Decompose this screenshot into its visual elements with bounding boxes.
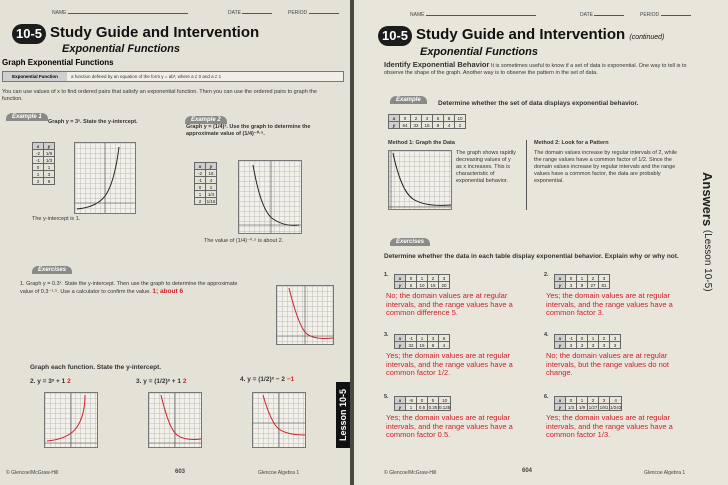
period-label: PERIOD: [288, 10, 339, 16]
table-cell: x: [555, 335, 566, 342]
table-cell: 0.125: [439, 404, 451, 410]
lesson-badge: 10-5: [12, 24, 46, 44]
table-cell: 0: [577, 335, 588, 342]
table-cell: 3: [588, 342, 599, 349]
table-cell: 0: [195, 184, 206, 191]
date-label: DATE: [228, 10, 272, 16]
footer-copyright-right: © Glencoe/McGraw-Hill: [384, 470, 437, 476]
table-cell: 5: [439, 335, 450, 342]
date-label-right: DATE: [580, 12, 624, 18]
table-cell: y: [389, 122, 400, 129]
table-cell: -1: [195, 177, 206, 184]
table-row: [195, 184, 217, 191]
problem-table: [554, 274, 610, 289]
period-label-right: PERIOD: [640, 12, 691, 18]
table-cell: -1: [406, 335, 417, 342]
table-cell: x: [555, 275, 566, 282]
table-row: [395, 335, 450, 342]
table-cell: 1: [33, 171, 44, 178]
table-row: [395, 275, 450, 282]
method2-title: Method 2: Look for a Pattern: [534, 140, 609, 146]
table-cell: 9: [44, 178, 55, 185]
table-cell: 1: [417, 275, 428, 282]
continued-label: (continued): [629, 34, 665, 41]
left-page: [0, 0, 350, 485]
answers-side-label: Answers (Lesson 10-5): [700, 172, 715, 292]
table-cell: 0: [566, 275, 577, 282]
table-cell: 64: [400, 122, 411, 129]
table-cell: 1/9: [44, 150, 55, 157]
table-row: [555, 404, 622, 411]
problem-table: [554, 334, 621, 349]
table-row: [389, 122, 466, 129]
problem-number: 6.: [544, 394, 549, 400]
table-cell: -1: [566, 335, 577, 342]
definition-label: Exponential Function: [3, 72, 67, 81]
right-page: [354, 0, 728, 485]
page-number-right: 604: [522, 468, 533, 474]
table-cell: x: [389, 115, 400, 122]
example-tab-right: Example: [390, 96, 427, 104]
table-cell: 27: [588, 282, 599, 289]
table-cell: x: [195, 163, 206, 170]
table-cell: 0: [566, 397, 577, 404]
table-cell: 0: [400, 115, 411, 122]
table-cell: y: [555, 342, 566, 349]
table-cell: 81: [599, 282, 610, 289]
table-cell: 0.5: [417, 404, 428, 411]
name-label-right: NAME: [410, 12, 536, 18]
table-cell: 3: [599, 275, 610, 282]
page-number: 603: [175, 469, 186, 475]
table-cell: 15: [428, 282, 439, 289]
table-cell: 0: [417, 397, 428, 404]
table-cell: 2: [588, 275, 599, 282]
footer-book: Glencoe Algebra 1: [258, 470, 300, 476]
problem-number: 1.: [384, 272, 389, 278]
table-cell: 20: [439, 282, 450, 289]
table-cell: 1: [44, 164, 55, 171]
table-cell: 1/27: [588, 404, 598, 410]
problem-answer: Yes; the domain values are at regular intervals, and the range values have a common factor 1/2.: [386, 351, 513, 377]
table-cell: 1: [206, 184, 217, 191]
table-row: [195, 191, 217, 198]
table-cell: 4: [439, 342, 450, 349]
table-cell: y: [44, 143, 55, 150]
footer-book-right: Glencoe Algebra 1: [644, 470, 686, 476]
answer-4: −1: [286, 376, 295, 383]
table-cell: 2: [599, 335, 610, 342]
table-cell: 10: [439, 397, 451, 404]
lesson-side-tab: Lesson 10-5: [336, 382, 350, 448]
table-cell: 16: [417, 342, 428, 349]
table-cell: 1: [577, 275, 588, 282]
example2-text: Graph y = (1/4)ˣ. Use the graph to determine the approximate value of (1/4)⁻⁰·⁵.: [186, 124, 311, 137]
table-cell: 0: [406, 275, 417, 282]
table-row: [555, 342, 621, 349]
answer-1: 1; about 6: [152, 288, 184, 295]
problem-number: 3.: [384, 332, 389, 338]
page-subtitle-right: Exponential Functions: [420, 46, 538, 58]
name-label: NAME: [52, 10, 188, 16]
table-cell: 3: [44, 171, 55, 178]
table-row: [555, 335, 621, 342]
table-cell: 4: [206, 177, 217, 184]
table-cell: 3: [610, 335, 621, 342]
question4-graph: [252, 392, 306, 448]
table-cell: 3: [599, 342, 610, 349]
table-row: [33, 171, 55, 178]
table-cell: 1/4: [206, 191, 217, 198]
page-title-right: Study Guide and Intervention (continued): [416, 26, 665, 43]
table-cell: 3: [577, 342, 588, 349]
method1-text: The graph shows rapidly decreasing values of y as x increases. This is characteristic of exponential behavior.: [456, 150, 516, 184]
table-cell: 8: [428, 342, 439, 349]
problem-answer: Yes; the domain values are at regular intervals, and the range values have a common factor 3.: [546, 291, 673, 317]
table-cell: 1/16: [206, 198, 216, 204]
table-cell: 5: [428, 397, 439, 404]
problem-number: 4.: [544, 332, 549, 338]
example1-text: Graph y = 3ˣ. State the y-intercept.: [48, 119, 138, 125]
problem-number: 2.: [544, 272, 549, 278]
table-cell: 16: [206, 170, 217, 177]
table-cell: 0.25: [428, 404, 438, 410]
table-cell: 2: [195, 198, 206, 205]
table-cell: -1: [33, 157, 44, 164]
graph-each-heading: Graph each function. State the y-intercept.: [30, 364, 162, 371]
table-row: [395, 397, 451, 404]
table-cell: 1/3: [44, 157, 55, 164]
problem-table: [394, 334, 450, 349]
table-cell: 8: [444, 115, 455, 122]
example2-graph: [238, 160, 302, 234]
table-cell: x: [395, 275, 406, 282]
problem-table: [394, 274, 450, 289]
problem-answer: No; the domain values are at regular intervals, but the range values do not change.: [546, 351, 669, 377]
table-row: [555, 282, 610, 289]
table-cell: 9: [577, 282, 588, 289]
problem-answer: No; the domain values are at regular intervals, and the range values have a common difference 5.: [386, 291, 513, 317]
answers-lesson: (Lesson 10-5): [702, 229, 713, 292]
table-cell: 32: [406, 342, 417, 349]
method2-text: The domain values increase by regular intervals of 2, while the range values have a common factor of 1/2. Since the domain values increase by regular intervals and the range values have a common factor, the data are probably exponential.: [534, 150, 678, 184]
table-row: [395, 342, 450, 349]
problem-answer: Yes; the domain values are at regular intervals, and the range values have a common factor 0.5.: [386, 413, 513, 439]
table-row: [195, 198, 217, 205]
answer-3: 2: [182, 378, 187, 385]
table-cell: x: [395, 335, 406, 342]
table-cell: 4: [444, 122, 455, 129]
table-cell: 8: [433, 122, 444, 129]
method1-graph: [388, 150, 452, 210]
table-row: [195, 163, 217, 170]
table-cell: 1/3: [566, 404, 577, 411]
example2-answer: The value of (1/4)⁻⁰·⁵ is about 2.: [204, 238, 284, 244]
table-cell: 2: [411, 115, 422, 122]
table-cell: 3: [428, 335, 439, 342]
table-row: [395, 282, 450, 289]
table-cell: 3: [610, 342, 621, 349]
table-cell: 4: [610, 397, 622, 404]
question1-graph: [276, 285, 334, 345]
table-cell: 2: [33, 178, 44, 185]
table-row: [195, 177, 217, 184]
question-1: 1. Graph y = 0.3ˣ. State the y-intercept. Then use the graph to determine the approximate value of 0.3⁻¹·⁵. Use a calculator to confirm the value. 1; about 6: [20, 281, 238, 295]
example2-tab: Example 2: [185, 116, 227, 124]
table-row: [33, 143, 55, 150]
problem-answer: Yes; the domain values are at regular intervals, and the range values have a common factor 1/3.: [546, 413, 673, 439]
table-row: [33, 150, 55, 157]
table-row: [389, 115, 466, 122]
definition-box: [2, 71, 344, 82]
section-heading-right: Identify Exponential Behavior: [384, 60, 490, 69]
table-cell: 5: [406, 282, 417, 289]
table-row: [555, 397, 622, 404]
table-row: [33, 164, 55, 171]
example2-table: [194, 162, 217, 205]
table-cell: y: [395, 342, 406, 349]
question-3: 3. y = (1/2)ˣ + 1 2: [136, 378, 187, 385]
table-cell: 1/9: [577, 404, 588, 411]
table-cell: 10: [455, 115, 466, 122]
table-cell: 1: [417, 335, 428, 342]
table-cell: 1/243: [610, 404, 622, 410]
table-cell: y: [395, 282, 406, 289]
method-divider: [526, 140, 527, 210]
example1-graph: [74, 142, 136, 214]
table-cell: 6: [433, 115, 444, 122]
table-row: [555, 275, 610, 282]
problem-number: 5.: [384, 394, 389, 400]
question2-graph: [44, 392, 98, 448]
table-cell: -2: [33, 150, 44, 157]
table-cell: x: [33, 143, 44, 150]
table-row: [33, 157, 55, 164]
exercises-tab: Exercises: [32, 266, 72, 274]
table-cell: 10: [417, 282, 428, 289]
table-cell: 16: [422, 122, 433, 129]
method1-title: Method 1: Graph the Data: [388, 140, 455, 146]
answer-2: 2: [67, 378, 71, 385]
table-cell: 2: [588, 397, 599, 404]
table-cell: y: [555, 404, 566, 411]
table-cell: 1: [406, 404, 417, 411]
table-cell: 1: [195, 191, 206, 198]
problem-table: [394, 396, 451, 411]
example1-tab: Example 1: [6, 113, 48, 121]
table-cell: y: [395, 404, 406, 411]
exercises-instructions: Determine whether the data in each table display exponential behavior. Explain why or why not.: [384, 253, 679, 260]
question-2: 2. y = 3ˣ + 1 2: [30, 378, 71, 385]
table-cell: x: [555, 397, 566, 404]
table-cell: 1/81: [599, 404, 609, 410]
example-text-right: Determine whether the set of data displays exponential behavior.: [438, 100, 639, 107]
table-cell: -5: [406, 397, 417, 404]
table-cell: y: [555, 282, 566, 289]
table-cell: 4: [422, 115, 433, 122]
table-cell: 2: [428, 275, 439, 282]
table-cell: 3: [599, 397, 610, 404]
table-cell: y: [206, 163, 217, 170]
table-cell: 3: [566, 282, 577, 289]
example1-intercept: The y-intercept is 1.: [32, 216, 81, 222]
table-cell: 1: [577, 397, 588, 404]
table-cell: x: [395, 397, 406, 404]
table-cell: 3: [566, 342, 577, 349]
example1-table: [32, 142, 55, 185]
problem-table: [554, 396, 622, 411]
table-row: [33, 178, 55, 185]
table-row: [395, 404, 451, 411]
table-cell: 1: [588, 335, 599, 342]
question-4: 4. y = (1/2)ˣ − 2 −1: [240, 376, 295, 383]
table-row: [195, 170, 217, 177]
section-heading: Graph Exponential Functions: [2, 58, 114, 67]
table-cell: 0: [33, 164, 44, 171]
example-table-right: [388, 114, 466, 129]
table-cell: 32: [411, 122, 422, 129]
page-subtitle: Exponential Functions: [62, 43, 180, 55]
footer-copyright: © Glencoe/McGraw-Hill: [6, 470, 59, 476]
definition-text: a function defined by an equation of the form y = abˣ, where a ≠ 0 and a ≠ 1: [71, 74, 222, 79]
table-cell: 2: [455, 122, 466, 129]
question3-graph: [148, 392, 202, 448]
exercises-tab-right: Exercises: [390, 238, 430, 246]
intro-text: You can use values of x to find ordered pairs that satisfy an exponential function. Then you can use the ordered pairs to graph the function.: [2, 89, 317, 102]
lesson-badge-right: 10-5: [378, 26, 412, 46]
page-title: Study Guide and Intervention: [50, 24, 260, 41]
section-intro: Identify Exponential Behavior It is sometimes useful to know if a set of data is exponential. One way to tell is to observe the shape of the graph. Another way is to observe the pattern in the set of data.: [384, 60, 687, 76]
table-cell: 3: [439, 275, 450, 282]
table-cell: -2: [195, 170, 206, 177]
